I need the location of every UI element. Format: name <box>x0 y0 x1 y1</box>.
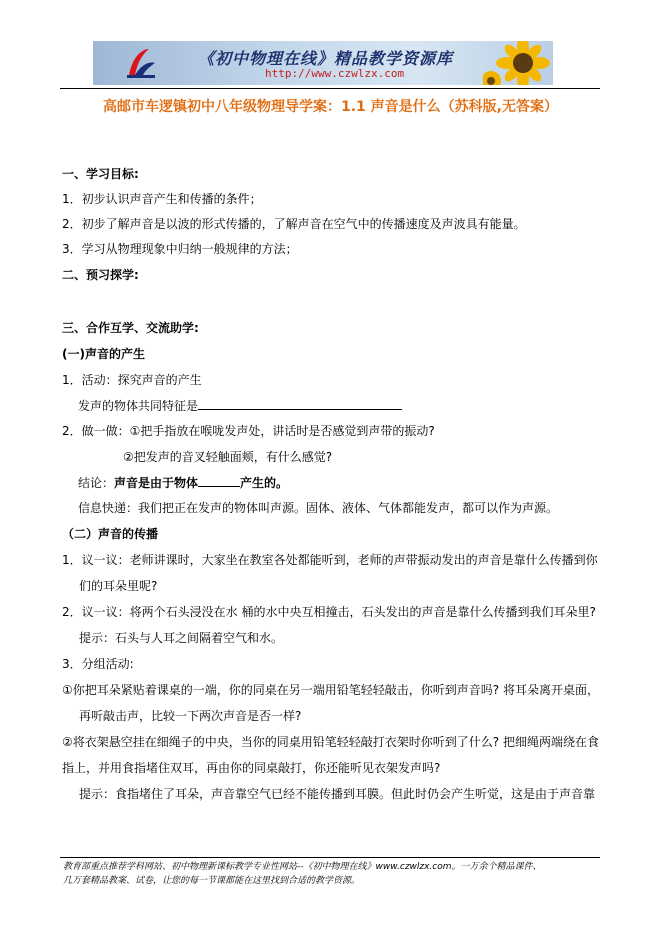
common-feature-line <box>78 398 402 413</box>
banner-title: 《初中物理在线》精品教学资源库 <box>198 49 454 68</box>
try-item-2: ②把发声的音叉轻触面颊，有什么感觉? <box>123 450 333 464</box>
discuss-2-line: 2．议一议：将两个石头浸没在水 桶的水中央互相撞击，石头发出的声音是靠什么传播到我们耳朵里? <box>62 605 596 619</box>
activity-line: 1．活动：探究声音的产生 <box>62 373 202 387</box>
banner-url[interactable]: http://www.czwlzx.com <box>265 67 405 80</box>
sunflower-image <box>483 41 553 85</box>
conclusion-line <box>78 475 288 490</box>
footer-line-2: 几万套精品教案、试卷，让您的每一节课都能在这里找到合适的教学资源。 <box>63 876 361 886</box>
discuss-1-line-1: 1．议一议：老师讲课时，大家坐在教室各处都能听到，老师的声带振动发出的声音是靠什么传播到你 <box>62 553 598 567</box>
section-heading-cooperate: 三、合作互学、交流助学: <box>62 321 199 335</box>
site-logo-icon <box>123 45 159 81</box>
goal-item-1: 1．初步认识声音产生和传播的条件； <box>62 192 262 206</box>
section-heading-goals: 一、学习目标: <box>62 167 139 181</box>
conclusion-text-b: 产生的。 <box>240 476 289 490</box>
subsection-heading-propagation: （二）声音的传播 <box>62 527 159 541</box>
subsection-heading-production: (一)声音的产生 <box>62 347 145 361</box>
discuss-1-line-2: 们的耳朵里呢? <box>79 579 158 593</box>
header-banner <box>93 41 553 85</box>
conclusion-blank[interactable] <box>198 475 240 487</box>
try-item-1: 2．做一做：①把手指放在喉咙发声处，讲话时是否感觉到声带的振动? <box>62 424 435 438</box>
group-item-2-line-2: 指上，并用食指堵住双耳，再由你的同桌敲打，你还能听见衣架发声吗? <box>62 761 441 775</box>
info-line: 信息快递：我们把正在发声的物体叫声源。固体、液体、气体都能发声，都可以作为声源。 <box>78 501 559 515</box>
document-title: 高邮市车逻镇初中八年级物理导学案：1.1 声音是什么（苏科版,无答案） <box>103 99 558 115</box>
section-heading-preview: 二、预习探学: <box>62 268 139 282</box>
footer-line-1: 教育部重点推荐学科网站、初中物理新课标教学专业性网站--《初中物理在线》www.czwlzx.com。一万余个精品课件、 <box>63 862 542 872</box>
answer-blank[interactable] <box>198 398 402 410</box>
group-item-1-line-1: ①你把耳朵紧贴着课桌的一端，你的同桌在另一端用铅笔轻轻敲击，你听到声音吗? 将耳朵离开桌面， <box>62 683 599 697</box>
group-item-1-line-2: 再听敲击声，比较一下两次声音是否一样? <box>79 709 302 723</box>
footer-rule <box>60 857 600 858</box>
group-activity-heading: 3．分组活动: <box>62 657 134 671</box>
common-feature-prompt: 发声的物体共同特征是 <box>78 399 199 413</box>
header-rule <box>60 88 600 89</box>
goal-item-2: 2．初步了解声音是以波的形式传播的，了解声音在空气中的传播速度及声波具有能量。 <box>62 217 526 231</box>
goal-item-3: 3．学习从物理现象中归纳一般规律的方法； <box>62 242 298 256</box>
conclusion-text-a: 声音是由于物体 <box>114 476 199 490</box>
hint-2-line: 提示：食指堵住了耳朵，声音靠空气已经不能传播到耳膜。但此时仍会产生听觉，这是由于声音靠 <box>79 787 596 801</box>
hint-1-line: 提示：石头与人耳之间隔着空气和水。 <box>79 631 284 645</box>
group-item-2-line-1: ②将衣架悬空挂在细绳子的中央，当你的同桌用铅笔轻轻敲打衣架时你听到了什么? 把细绳两端绕在食 <box>62 735 599 749</box>
conclusion-label: 结论： <box>78 476 115 490</box>
